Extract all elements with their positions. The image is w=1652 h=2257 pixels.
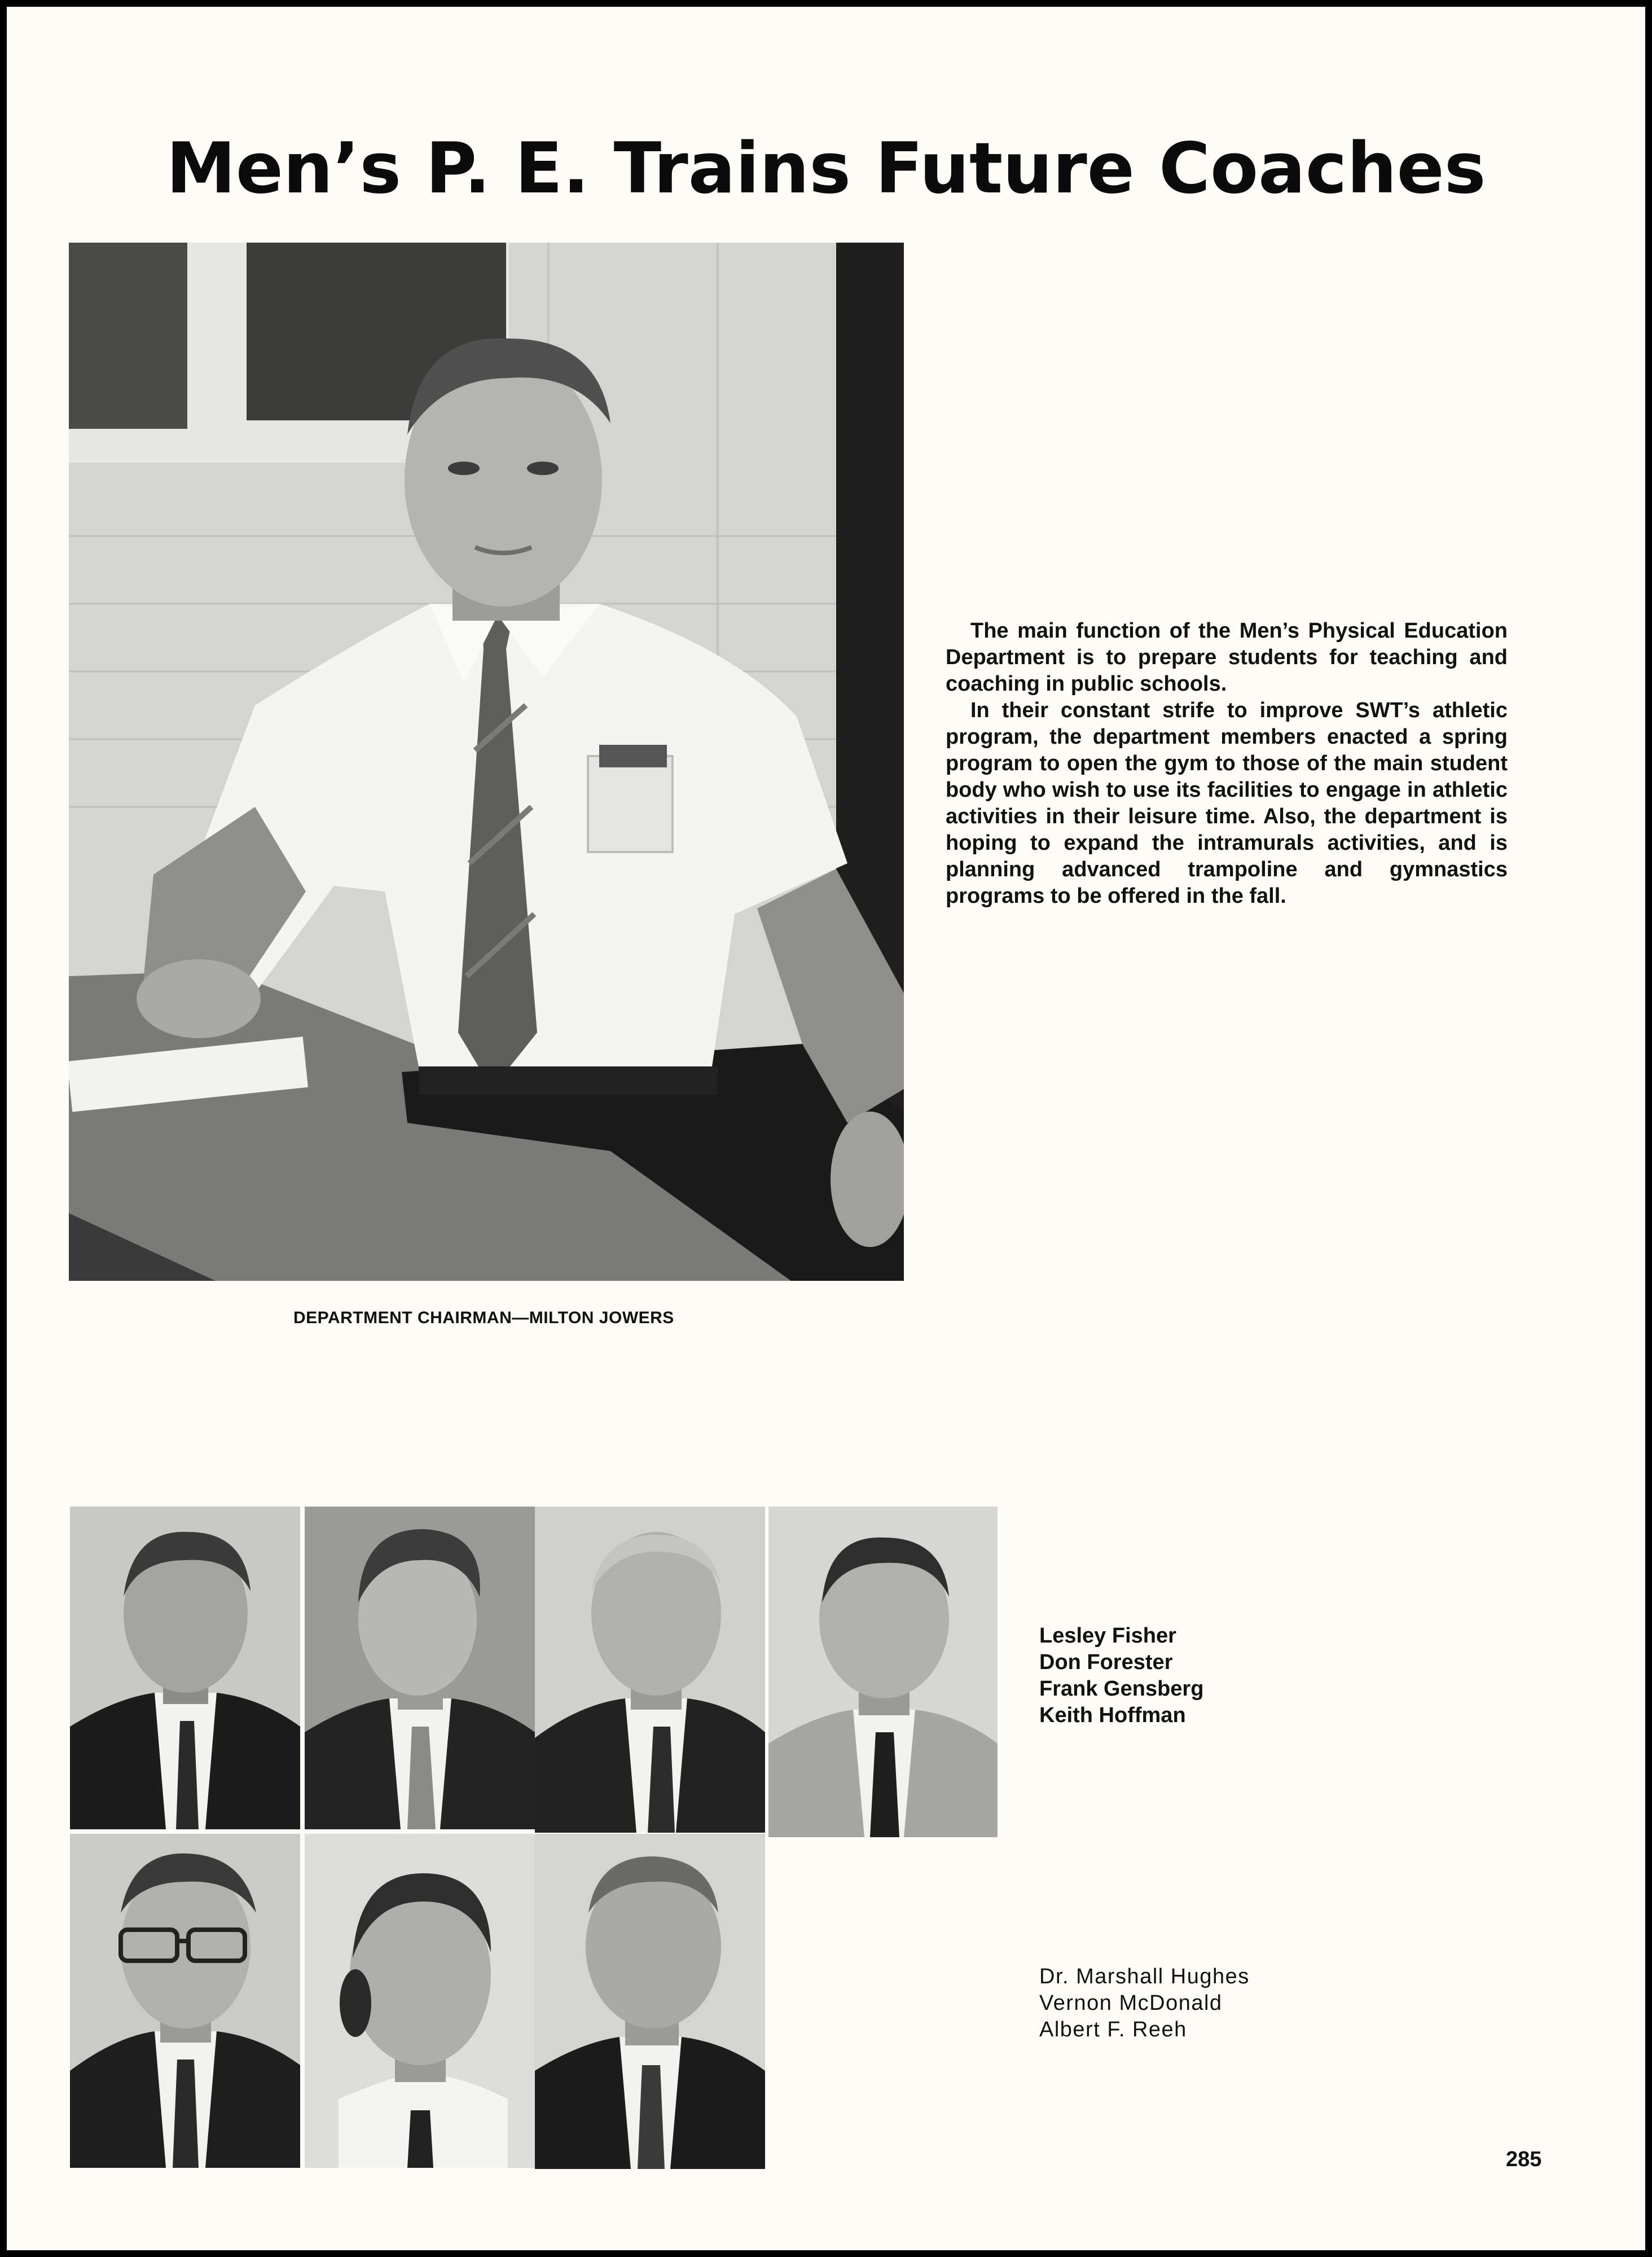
faculty-name: Lesley Fisher — [1039, 1624, 1176, 1648]
portrait-photo — [305, 1507, 535, 1829]
portrait-photo — [305, 1834, 535, 2168]
faculty-name: Keith Hoffman — [1039, 1703, 1186, 1727]
faculty-name: Vernon McDonald — [1039, 1991, 1223, 2015]
body-text — [946, 618, 1508, 910]
chairman-photo — [69, 243, 904, 1281]
portrait-photo — [535, 1507, 765, 1833]
faculty-name: Don Forester — [1039, 1650, 1173, 1674]
portrait-photo — [70, 1834, 300, 2168]
page-title: Men’s P. E. Trains Future Coaches — [166, 128, 1486, 209]
faculty-name: Albert F. Reeh — [1039, 2018, 1187, 2041]
portrait-photo — [70, 1507, 300, 1829]
page-number: 285 — [1506, 2148, 1542, 2171]
yearbook-page — [7, 7, 1645, 2250]
portrait-photo — [535, 1834, 765, 2169]
portrait-photo — [768, 1507, 998, 1837]
body-paragraph: In their constant strife to improve SWT’s athletic program, the department members enacted a spring program to open the gym to those of the main student body who wish to use its facilities to engage in athletic activities in their leisure time. Also, the department is hoping to expand the intramurals activities, and is planning advanced trampoline and gymnastics programs to be offered in the fall. — [946, 699, 1508, 908]
faculty-names-row-2 — [1039, 1964, 1250, 2043]
body-paragraph: The main function of the Men’s Physical Education Department is to prepare students for teaching and coaching in public schools. — [946, 619, 1508, 696]
faculty-name: Dr. Marshall Hughes — [1039, 1965, 1250, 1988]
faculty-name: Frank Gensberg — [1039, 1677, 1204, 1701]
chairman-caption: DEPARTMENT CHAIRMAN—MILTON JOWERS — [293, 1308, 674, 1327]
faculty-names-row-1 — [1039, 1623, 1203, 1729]
